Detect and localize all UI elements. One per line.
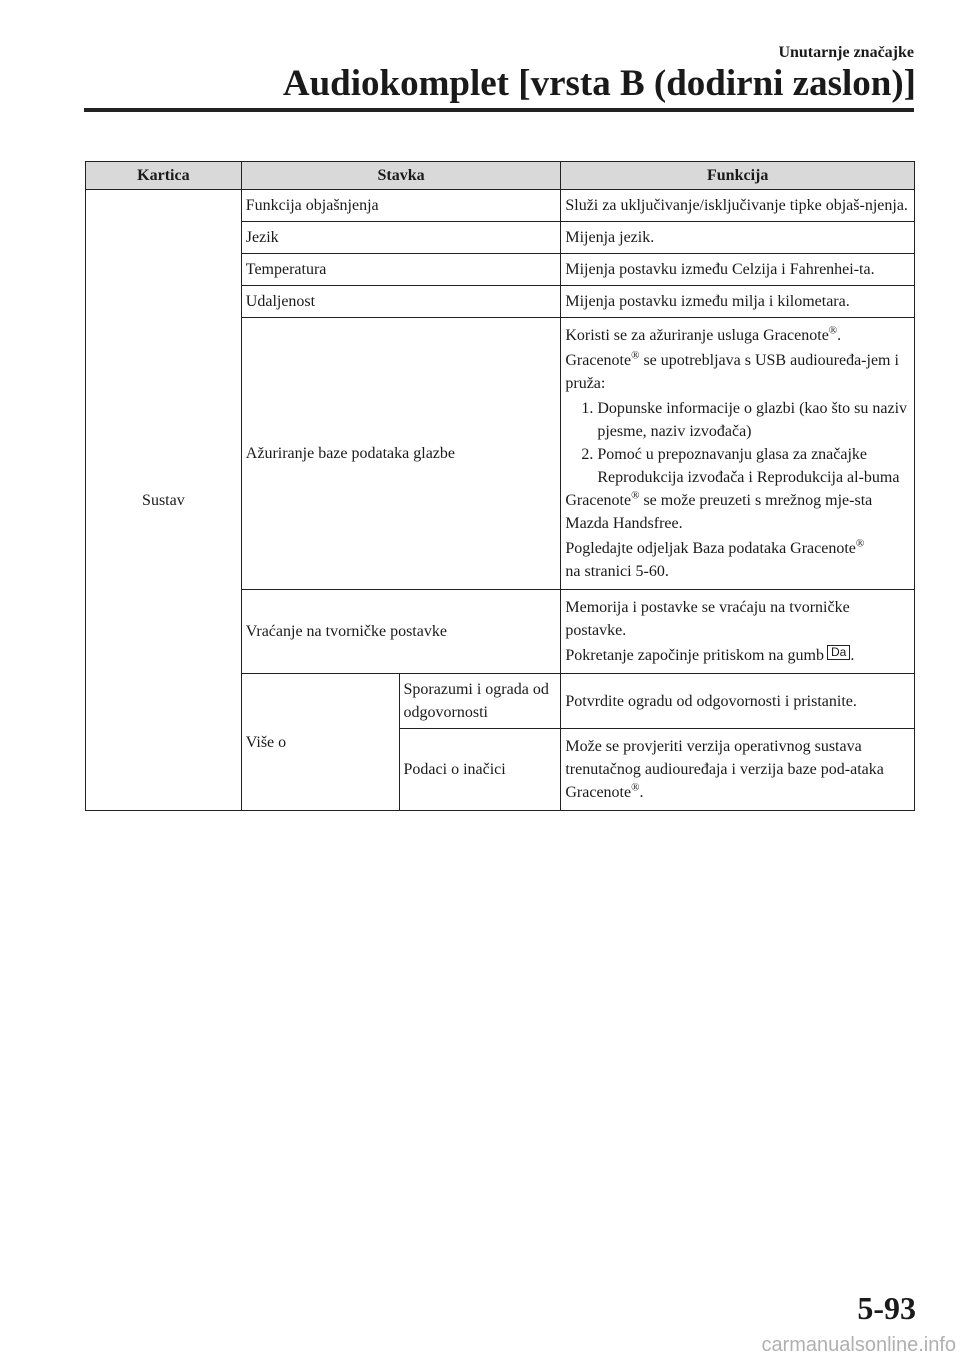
function-cell: Mijenja postavku između Celzija i Fahrenhei-ta. — [561, 254, 915, 286]
tab-cell-system: Sustav — [86, 190, 242, 811]
function-cell — [561, 590, 915, 674]
header-rule — [84, 108, 914, 112]
function-cell — [561, 318, 915, 590]
settings-table — [85, 161, 915, 811]
paragraph-text: Pokretanje započinje pritiskom na gumb — [565, 647, 824, 664]
page-number: 5-93 — [857, 1290, 916, 1326]
item-cell: Temperatura — [241, 254, 561, 286]
brand-name: Gracenote — [565, 352, 632, 369]
registered-mark: ® — [828, 324, 838, 337]
subitem-cell: Podaci o inačici — [399, 729, 561, 811]
function-cell: Mijenja jezik. — [561, 222, 915, 254]
item-cell: Jezik — [241, 222, 561, 254]
item-cell: Više o — [241, 674, 399, 811]
paragraph-end: . — [850, 647, 855, 664]
function-cell — [561, 729, 915, 811]
paragraph-end: . — [639, 784, 644, 801]
registered-mark: ® — [631, 349, 640, 362]
registered-mark: ® — [855, 537, 865, 550]
paragraph-text: se može preuzeti s mrežnog mje-sta Mazda Handsfree. — [565, 492, 873, 532]
item-cell: Vraćanje na tvorničke postavke — [241, 590, 561, 674]
item-cell: Funkcija objašnjenja — [241, 190, 561, 222]
registered-mark: ® — [631, 489, 640, 502]
list-item: 1. Dopunske informacije o glazbi (kao što su naziv pjesme, naziv izvođača) — [597, 397, 910, 443]
page-reference: na stranici 5-60. — [565, 563, 669, 580]
function-cell: Služi za uključivanje/isključivanje tipke objaš-njenja. — [561, 190, 915, 222]
function-paragraph — [565, 349, 910, 395]
list-item: 2. Pomoć u prepoznavanju glasa za značajke Reprodukcija izvođača i Reprodukcija al-buma — [597, 443, 910, 489]
section-title: Unutarnje značajke — [778, 44, 914, 61]
column-header-tab: Kartica — [86, 162, 242, 190]
function-paragraph — [565, 324, 910, 347]
function-paragraph — [565, 537, 910, 583]
column-header-item: Stavka — [241, 162, 561, 190]
paragraph-text: Koristi se za ažuriranje usluga Gracenote — [565, 327, 829, 344]
watermark: carmanualsonline.info — [761, 1334, 956, 1356]
function-cell: Mijenja postavku između milja i kilometara. — [561, 286, 915, 318]
table-header-row — [86, 162, 915, 190]
function-paragraph — [565, 489, 910, 535]
paragraph-text: Može se provjeriti verzija operativnog sustava trenutačnog audiouređaja i verzija baze pod-ataka Gracenote — [565, 738, 884, 801]
da-button-icon: Da — [827, 645, 850, 660]
item-cell: Udaljenost — [241, 286, 561, 318]
function-paragraph: Memorija i postavke se vraćaju na tvorničke postavke. — [565, 599, 850, 639]
column-header-function: Funkcija — [561, 162, 915, 190]
registered-mark: ® — [631, 781, 640, 794]
item-cell: Ažuriranje baze podataka glazbe — [241, 318, 561, 590]
feature-list — [565, 397, 910, 489]
paragraph-end: . — [837, 327, 842, 344]
page-title: Audiokomplet [vrsta B (dodirni zaslon)] — [282, 63, 916, 104]
table-row — [86, 190, 915, 222]
function-cell: Potvrdite ogradu od odgovornosti i pristanite. — [561, 674, 915, 729]
subitem-cell: Sporazumi i ograda od odgovornosti — [399, 674, 561, 729]
paragraph-text: se upotrebljava s USB audiouređa-jem i pruža: — [565, 352, 899, 392]
paragraph-text: Pogledajte odjeljak Baza podataka Gracenote — [565, 540, 856, 557]
brand-name: Gracenote — [565, 492, 632, 509]
function-paragraph — [565, 644, 910, 667]
